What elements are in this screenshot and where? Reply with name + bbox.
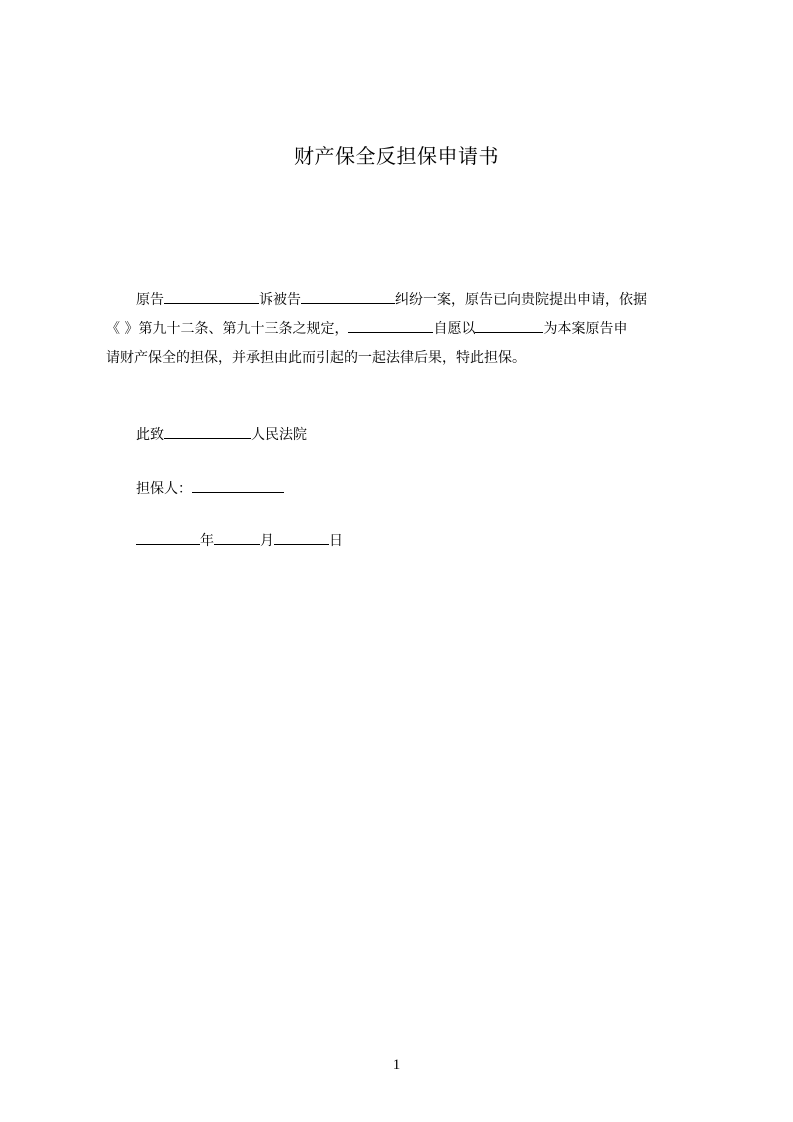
guarantor-name-blank [348,318,433,333]
date-line [136,530,343,551]
day-label: 日 [329,533,343,549]
plaintiff-blank [164,289,259,304]
paragraph-line-3: 请财产保全的担保，并承担由此而引起的一起法律后果，特此担保。 [106,350,526,366]
application-paragraph [106,286,694,373]
addressee-suffix: 人民法院 [251,427,307,443]
collateral-blank [475,318,543,333]
defendant-blank [301,289,395,304]
paragraph-line-1-text: 纠纷一案，原告已向贵院提出申请，依据 [395,292,647,308]
year-blank [136,530,200,545]
court-name-blank [164,424,251,439]
voluntary-text: 自愿以 [433,321,476,337]
legal-basis-text: 《 》第九十二条、第九十三条之规定， [106,321,349,337]
document-title: 财产保全反担保申请书 [294,144,499,168]
guarantor-line [136,478,284,499]
month-blank [214,530,260,545]
plaintiff-label: 原告 [136,292,164,308]
addressee-prefix: 此致 [136,427,164,443]
month-label: 月 [260,533,274,549]
paragraph-line-1 [106,286,694,315]
guarantor-signature-blank [192,478,284,493]
guarantor-label: 担保人： [136,481,192,497]
defendant-label: 诉被告 [259,292,301,308]
page-number: 1 [392,1057,401,1073]
year-label: 年 [200,533,214,549]
addressee-line [136,424,307,445]
paragraph-line-2-end: 为本案原告申 [543,321,628,337]
paragraph-line-2 [106,315,694,344]
day-blank [274,530,329,545]
